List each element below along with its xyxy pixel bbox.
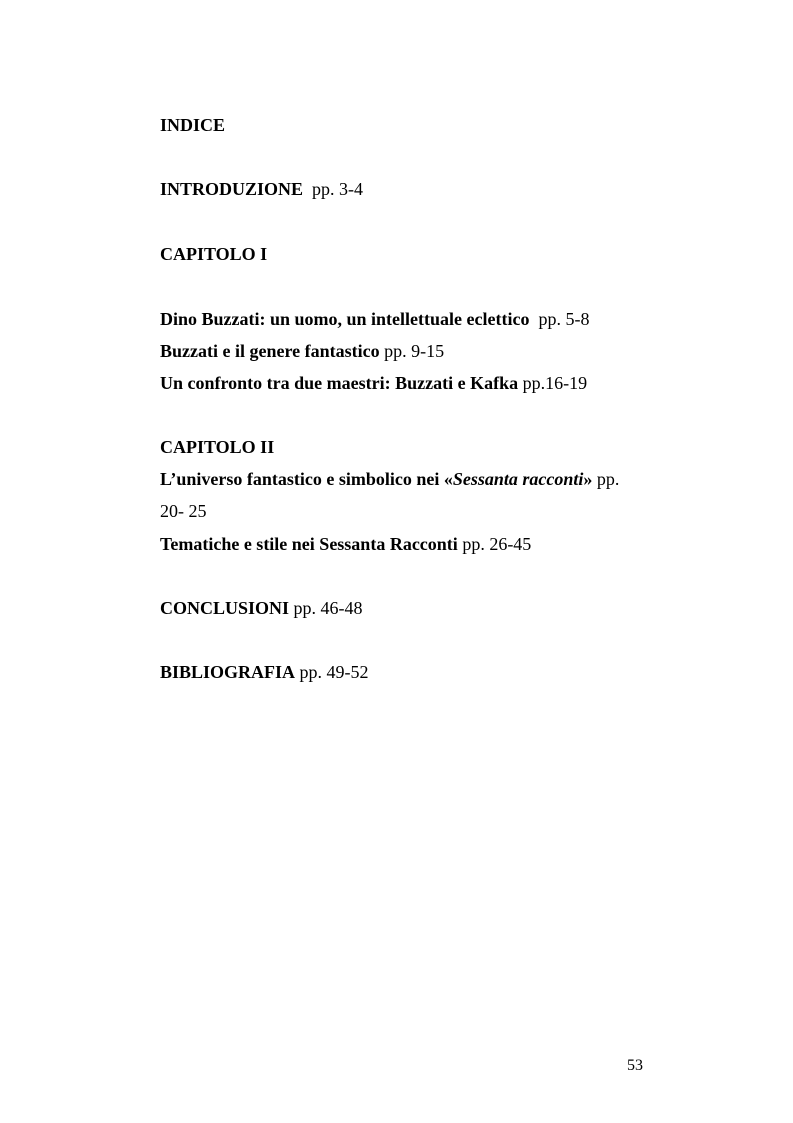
- entry-pages-end: 20- 25: [160, 501, 207, 521]
- chapter-1-entry-3: [160, 372, 587, 394]
- entry-title: Un confronto tra due maestri: Buzzati e Kafka: [160, 373, 519, 393]
- chapter-2-heading: CAPITOLO II: [160, 437, 275, 457]
- bibliography-entry: [160, 661, 369, 683]
- entry-pages-start: pp.: [596, 469, 620, 489]
- entry-pages: pp. 5-8: [538, 309, 590, 329]
- chapter-2-entry-1-continued: [160, 500, 207, 522]
- conclusions-entry: [160, 597, 363, 619]
- bibliography-title: BIBLIOGRAFIA: [160, 662, 296, 682]
- conclusions-title: CONCLUSIONI: [160, 598, 290, 618]
- conclusions-pages: pp. 46-48: [293, 598, 363, 618]
- introduction-pages: pp. 3-4: [312, 179, 364, 199]
- entry-title-italic: Sessanta racconti: [452, 469, 584, 489]
- chapter-1-entry-1: [160, 308, 589, 330]
- chapter-1-heading: CAPITOLO I: [160, 244, 268, 264]
- index-heading: INDICE: [160, 115, 226, 135]
- chapter-2-entry-2: [160, 533, 531, 555]
- entry-title: Buzzati e il genere fantastico: [160, 341, 380, 361]
- bibliography-pages: pp. 49-52: [299, 662, 369, 682]
- page-number: 53: [627, 1057, 643, 1074]
- entry-title: Dino Buzzati: un uomo, un intellettuale eclettico: [160, 309, 530, 329]
- chapter-1-entry-2: [160, 340, 444, 362]
- entry-title-after: »: [583, 469, 593, 489]
- entry-title-before: L’universo fantastico e simbolico nei «: [160, 469, 453, 489]
- introduction-title: INTRODUZIONE: [160, 179, 304, 199]
- chapter-2-entry-1: [160, 468, 619, 490]
- introduction-entry: [160, 178, 363, 200]
- entry-pages: pp. 9-15: [384, 341, 445, 361]
- entry-pages: pp.16-19: [522, 373, 588, 393]
- entry-title: Tematiche e stile nei Sessanta Racconti: [160, 534, 458, 554]
- entry-pages: pp. 26-45: [462, 534, 532, 554]
